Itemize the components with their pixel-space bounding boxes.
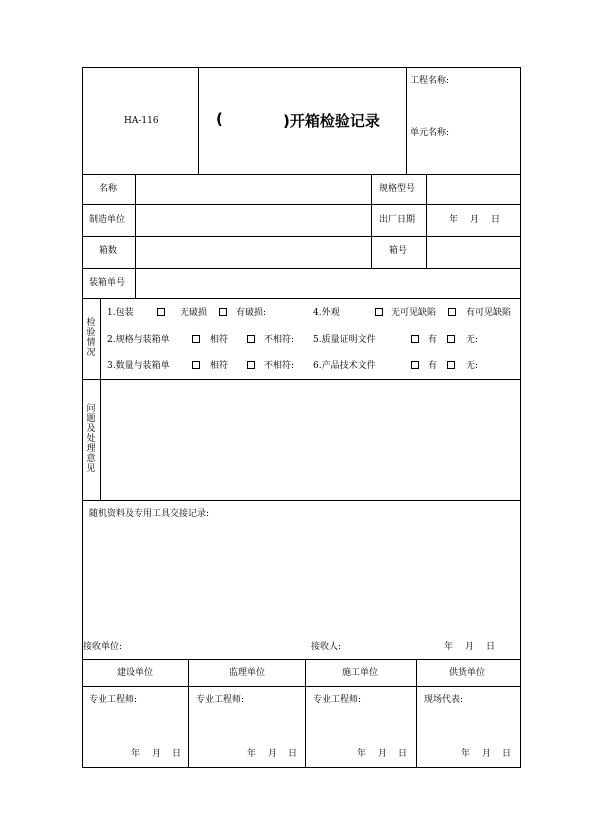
inspection-section-label: 检验情况 (86, 318, 96, 358)
item4-label: 4.外观 (313, 308, 340, 318)
handover-month: 月 (465, 642, 475, 652)
signature-col-line-1 (188, 659, 189, 768)
problems-section-label: 问题及处理意见 (86, 404, 96, 474)
row-line-2 (82, 236, 521, 237)
signature-col1-year: 年 (131, 749, 141, 759)
item1-opt1: 无破损 (180, 308, 208, 318)
handover-year: 年 (444, 642, 454, 652)
title-open-paren: ( (216, 110, 223, 128)
signature-col4-year: 年 (461, 749, 471, 759)
handover-day: 日 (486, 642, 496, 652)
row-line-3 (82, 268, 521, 269)
item5-checkbox-2[interactable] (447, 335, 455, 343)
item3-checkbox-1[interactable] (192, 361, 200, 369)
item4-opt1: 无可见缺陷 (391, 308, 437, 318)
item5-label: 5.质量证明文件 (313, 335, 376, 345)
item3-label: 3.数量与装箱单 (107, 361, 170, 371)
item4-checkbox-2[interactable] (448, 308, 456, 316)
box-no-value[interactable] (428, 238, 518, 266)
item3-opt2: 不相符: (264, 361, 295, 371)
signature-col2-role: 专业工程师: (196, 695, 245, 705)
signature-header-line (82, 686, 521, 687)
signature-col4-header: 供货单位 (449, 668, 486, 678)
maker-value[interactable] (137, 206, 369, 234)
info-col-line-3 (426, 174, 427, 268)
spec-value[interactable] (428, 176, 518, 202)
item1-label: 1.包装 (107, 308, 134, 318)
signature-col4-role: 现场代表: (424, 695, 464, 705)
item1-opt2: 有破损: (236, 308, 267, 318)
item3-checkbox-2[interactable] (247, 361, 255, 369)
handover-field[interactable] (84, 524, 518, 634)
item6-checkbox-2[interactable] (447, 361, 455, 369)
item3-opt1: 相符 (210, 361, 229, 371)
signature-col1-day: 日 (172, 749, 182, 759)
factory-date-year: 年 (449, 215, 459, 225)
unit-name-label: 单元名称: (410, 128, 450, 138)
signature-col1-role: 专业工程师: (89, 695, 138, 705)
item2-checkbox-2[interactable] (247, 335, 255, 343)
maker-label: 制造单位 (89, 215, 126, 225)
row-line-4 (82, 298, 521, 299)
box-count-value[interactable] (137, 238, 369, 266)
factory-date-day: 日 (491, 215, 501, 225)
item4-checkbox-1[interactable] (375, 308, 383, 316)
header-bottom-line (82, 174, 521, 175)
signature-col4-day: 日 (502, 749, 512, 759)
item1-checkbox-1[interactable] (157, 308, 165, 316)
form-code: HA-116 (124, 116, 159, 126)
row-line-1 (82, 204, 521, 205)
signature-col-line-3 (416, 659, 417, 768)
spec-label: 规格型号 (379, 184, 416, 194)
signature-col1-month: 月 (152, 749, 162, 759)
signature-col3-role: 专业工程师: (313, 695, 362, 705)
name-label: 名称 (99, 184, 118, 194)
header-divider-2 (406, 67, 407, 174)
problems-field[interactable] (102, 381, 518, 498)
packing-list-value[interactable] (137, 270, 518, 296)
receiver-label: 接收人: (311, 642, 342, 652)
inspection-bottom-line (82, 379, 521, 380)
item5-checkbox-1[interactable] (411, 335, 419, 343)
signature-col2-year: 年 (247, 749, 257, 759)
box-no-label: 箱号 (389, 246, 408, 256)
item1-checkbox-2[interactable] (219, 308, 227, 316)
project-name-label: 工程名称: (410, 76, 450, 86)
item5-opt1: 有 (428, 335, 438, 345)
handover-bottom-line (82, 659, 521, 660)
info-col-line-1 (135, 174, 136, 298)
item2-opt1: 相符 (210, 335, 229, 345)
item5-opt2: 无: (466, 335, 479, 345)
inspection-label-line (100, 298, 101, 500)
signature-col3-day: 日 (398, 749, 408, 759)
packing-list-label: 装箱单号 (89, 278, 126, 288)
signature-col1-header: 建设单位 (117, 668, 154, 678)
signature-col2-header: 监理单位 (229, 668, 266, 678)
signature-col3-month: 月 (378, 749, 388, 759)
signature-col2-day: 日 (288, 749, 298, 759)
signature-col3-header: 施工单位 (342, 668, 379, 678)
signature-col-line-2 (305, 659, 306, 768)
form-title: )开箱检验记录 (283, 112, 380, 130)
handover-label: 随机资料及专用工具交接记录: (89, 509, 210, 519)
item6-opt2: 无: (466, 361, 479, 371)
problems-bottom-line (82, 500, 521, 501)
item6-label: 6.产品技术文件 (313, 361, 376, 371)
signature-col2-month: 月 (268, 749, 278, 759)
item4-opt2: 有可见缺陷 (466, 308, 512, 318)
signature-col3-year: 年 (357, 749, 367, 759)
header-divider-1 (198, 67, 199, 174)
receiving-unit-label: 接收单位: (83, 642, 123, 652)
item6-opt1: 有 (428, 361, 438, 371)
item6-checkbox-1[interactable] (411, 361, 419, 369)
box-count-label: 箱数 (99, 246, 118, 256)
signature-col4-month: 月 (482, 749, 492, 759)
name-value[interactable] (137, 176, 369, 202)
info-col-line-2 (371, 174, 372, 268)
item2-label: 2.规格与装箱单 (107, 335, 170, 345)
factory-date-label: 出厂日期 (379, 215, 416, 225)
factory-date-month: 月 (470, 215, 480, 225)
item2-opt2: 不相符: (264, 335, 295, 345)
item2-checkbox-1[interactable] (192, 335, 200, 343)
